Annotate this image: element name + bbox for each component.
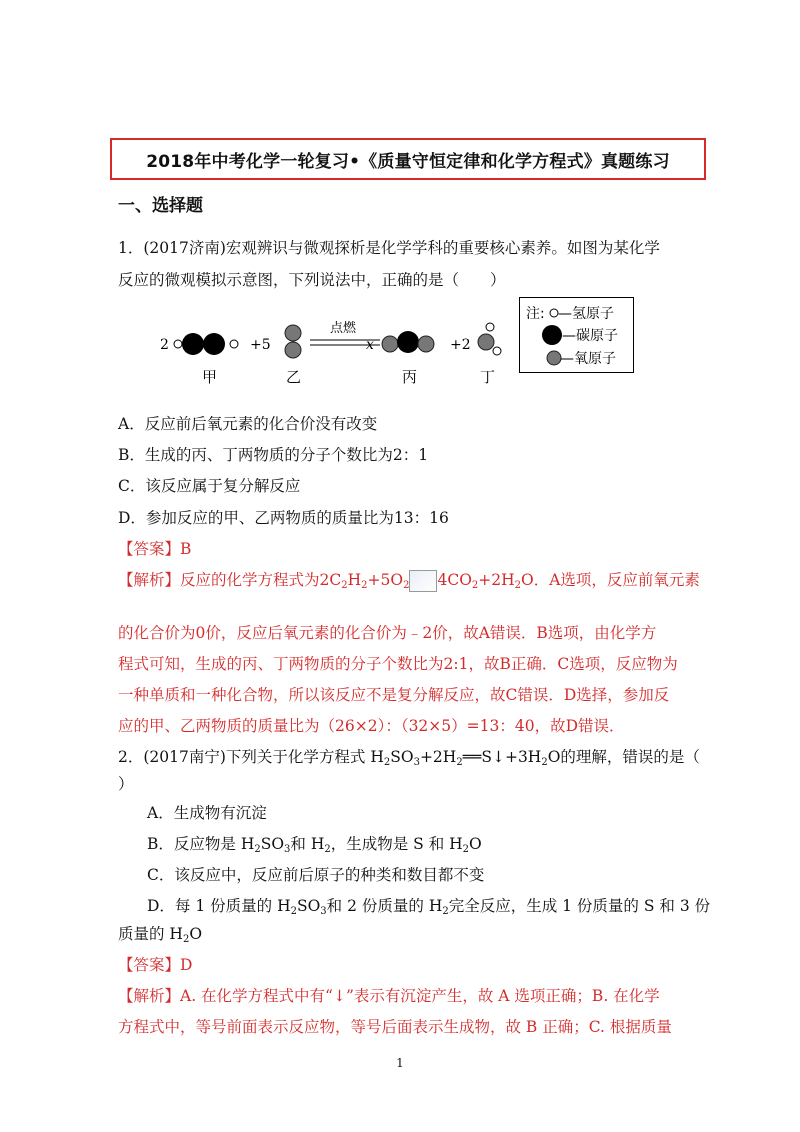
carbon-atom	[182, 333, 204, 355]
coef-b: +5	[250, 337, 271, 353]
coef-a: 2	[160, 337, 169, 353]
q2-stem-end: ）	[118, 775, 134, 793]
equation-image-placeholder	[409, 570, 437, 592]
label-ding: 丁	[480, 368, 496, 386]
hydrogen-atom	[230, 340, 238, 348]
reaction-condition: 点燃	[330, 321, 357, 336]
oxygen-atom	[382, 336, 398, 352]
oxygen-atom	[478, 334, 494, 350]
carbon-atom	[397, 331, 419, 353]
reaction-diagram	[150, 310, 520, 390]
q1-analysis-line: 一种单质和一种化合物，所以该反应不是复分解反应，故C错误．D选择，参加反	[118, 686, 670, 704]
q2-option-d-cont: 质量的 $H_2O$	[118, 925, 203, 945]
coef-c: x	[366, 337, 374, 353]
legend-oxygen-icon	[547, 351, 561, 365]
q2-option-d: D．每 1 份质量的 $H_2SO_3$和 2 份质量的 $H_2$完全反应，生成 1 份质量的 S 和 3 份	[147, 897, 711, 917]
q1-line1: 1．(2017济南)宏观辨识与微观探析是化学学科的重要核心素养。如图为某化学	[118, 239, 660, 257]
legend-hydrogen: —氢原子	[558, 306, 614, 322]
label-bing: 丙	[402, 368, 418, 386]
q1-line2: 反应的微观模拟示意图，下列说法中，正确的是（ ）	[118, 271, 506, 289]
q2-answer: 【答案】D	[118, 956, 193, 974]
q2-option-a: A．生成物有沉淀	[147, 804, 267, 822]
legend-oxygen: —氧原子	[560, 351, 616, 367]
q2-stem: 2．(2017南宁)下列关于化学方程式 $H_2SO_3+2H_2══S↓+3H_2O$的理解，错误的是（	[118, 748, 700, 768]
coef-d: +2	[450, 337, 471, 353]
hydrogen-atom	[486, 323, 494, 331]
q1-option-c: C．该反应属于复分解反应	[118, 477, 301, 495]
q1-option-b: B．生成的丙、丁两物质的分子个数比为2：1	[118, 446, 429, 464]
label-jia: 甲	[202, 368, 218, 386]
q2-option-c: C．该反应中，反应前后原子的种类和数目都不变	[147, 866, 485, 884]
q1-analysis-first-line: 【解析】反应的化学方程式为$2C_2H_2+5O_2$ $4CO_2+2H_2O$．A选项，反应前氧元素	[118, 571, 700, 591]
legend-title: 注:	[526, 306, 545, 322]
oxygen-atom	[285, 325, 301, 341]
legend-hydrogen-icon	[550, 309, 558, 317]
q2-analysis-line: 方程式中，等号前面表示反应物，等号后面表示生成物，故 B 正确；C. 根据质量	[118, 1018, 672, 1036]
hydrogen-atom	[174, 340, 182, 348]
oxygen-atom	[418, 336, 434, 352]
q1-option-d: D．参加反应的甲、乙两物质的质量比为13：16	[118, 509, 449, 527]
diagram-legend	[519, 297, 634, 373]
oxygen-atom	[285, 342, 301, 358]
legend-carbon-icon	[542, 325, 562, 345]
q1-answer: 【答案】B	[118, 540, 192, 558]
section-heading: 一、选择题	[118, 196, 203, 216]
q2-option-b: B．反应物是 $H_2SO_3$和 $H_2$，生成物是 S 和 $H_2O$	[147, 835, 482, 855]
q1-analysis-line: 应的甲、乙两物质的质量比为（26×2）：（32×5）=13：40，故D错误．	[118, 717, 625, 735]
hydrogen-atom	[493, 347, 501, 355]
page-title: 2018年中考化学一轮复习•《质量守恒定律和化学方程式》真题练习	[110, 138, 706, 180]
q1-option-a: A．反应前后氧元素的化合价没有改变	[118, 415, 378, 433]
page-number: 1	[396, 1056, 404, 1070]
carbon-atom	[203, 333, 225, 355]
legend-carbon: —碳原子	[562, 328, 618, 344]
q1-analysis-line: 的化合价为0价，反应后氧元素的化合价为﹣2价，故A错误．B选项，由化学方	[118, 624, 657, 642]
q1-analysis-line: 程式可知，生成的丙、丁两物质的分子个数比为2:1，故B正确．C选项，反应物为	[118, 655, 678, 673]
label-yi: 乙	[286, 368, 302, 386]
q2-analysis-line: 【解析】A. 在化学方程式中有“↓”表示有沉淀产生，故 A 选项正确；B. 在化学	[118, 987, 660, 1005]
